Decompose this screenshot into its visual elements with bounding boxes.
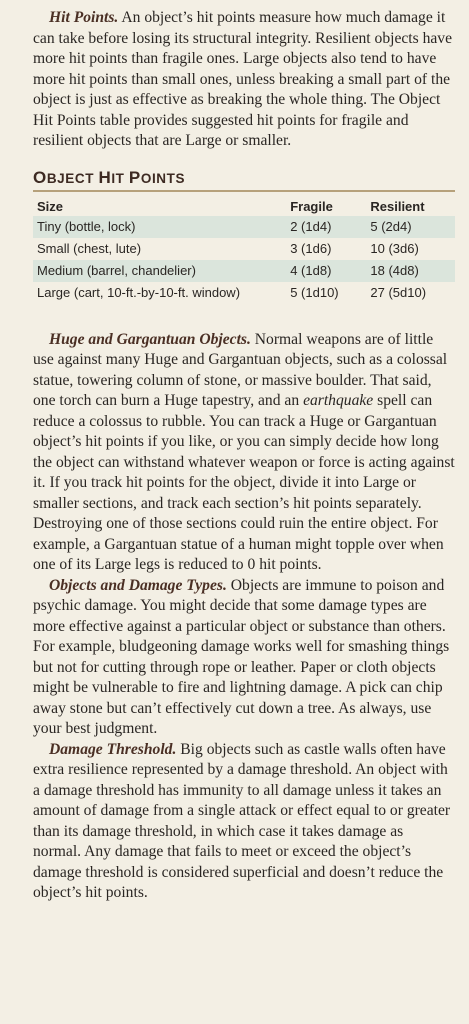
huge-objects-body-2: spell can reduce a colossus to rubble. You can track a Huge or Gargantuan object’s hit points if you like, or you can simply decide how long the object can withstand whatever weapon or force is acting against it. If you track hit points for the object, divide it into Large or smaller sections, and track each section’s hit points separately. Destroying one of those sections could ruin the entire object. For example, a Gargantuan statue of a human might topple over when one of its Large legs is reduced to 0 hit points. — [33, 392, 455, 573]
cell-size: Small (chest, lute) — [33, 238, 286, 260]
cell-size: Medium (barrel, chandelier) — [33, 260, 286, 282]
table-row — [33, 282, 455, 304]
table-title-rest-1: BJECT — [46, 170, 99, 186]
cell-fragile: 3 (1d6) — [286, 238, 366, 260]
cell-resilient: 5 (2d4) — [366, 216, 455, 238]
table-header-row — [33, 196, 455, 216]
table-title-rest-3: OINTS — [140, 170, 186, 186]
cell-fragile: 2 (1d4) — [286, 216, 366, 238]
hit-points-lead: Hit Points. — [49, 9, 119, 26]
header-fragile: Fragile — [290, 198, 333, 214]
table-row — [33, 216, 455, 238]
cell-fragile: 5 (1d10) — [286, 282, 366, 304]
damage-threshold-paragraph — [33, 740, 455, 904]
table-title-initial-2: H — [98, 167, 112, 187]
table-row — [33, 238, 455, 260]
header-size: Size — [37, 198, 64, 214]
hit-points-paragraph — [33, 8, 455, 152]
cell-resilient: 18 (4d8) — [366, 260, 455, 282]
table-title-initial-3: P — [128, 167, 141, 187]
spell-name: earthquake — [303, 392, 374, 409]
header-resilient: Resilient — [370, 198, 425, 214]
damage-types-lead: Objects and Damage Types. — [49, 576, 227, 594]
damage-threshold-lead: Damage Threshold. — [49, 740, 177, 758]
cell-fragile: 4 (1d8) — [286, 260, 366, 282]
cell-size: Large (cart, 10-ft.-by-10-ft. window) — [33, 282, 286, 304]
table-title — [33, 168, 455, 192]
damage-types-body: Objects are immune to poison and psychic damage. You might decide that some damage types are more effective against a particular object or substance than others. For example, bludgeoning damage works well for smashing things but not for cutting through rope or leather. Paper or cloth objects might be vulnerable to fire and lightning damage. A pick can chip away stone but can’t effectively cut down a tree. As always, use your best judgment. — [33, 576, 450, 737]
cell-size: Tiny (bottle, lock) — [33, 216, 286, 238]
table-title-rest-2: IT — [111, 170, 129, 186]
huge-objects-paragraph — [33, 330, 455, 576]
object-hit-points-table — [33, 196, 455, 304]
hit-points-body: An object’s hit points measure how much damage it can take before losing its structural integrity. Resilient objects have more hit points than fragile ones. Large objects also tend to have more hit points than small ones, unless breaking a small part of the object is just as effective as breaking the whole thing. The Object Hit Points table provides suggested hit points for fragile and resilient objects that are Large or smaller. — [33, 9, 453, 149]
table-title-initial-1: O — [33, 167, 47, 187]
damage-threshold-body: Big objects such as castle walls often have extra resilience represented by a damage threshold. An object with a damage threshold has immunity to all damage unless it takes an amount of damage from a single attack or effect equal to or greater than its damage threshold, in which case it takes damage as normal. Any damage that fails to meet or exceed the object’s damage threshold is considered superficial and doesn’t reduce the object’s hit points. — [33, 740, 451, 901]
damage-types-paragraph — [33, 576, 455, 740]
huge-objects-lead: Huge and Gargantuan Objects. — [49, 330, 251, 348]
cell-resilient: 27 (5d10) — [366, 282, 455, 304]
table-row — [33, 260, 455, 282]
cell-resilient: 10 (3d6) — [366, 238, 455, 260]
huge-objects-body-1: Normal weapons are of little use against many Huge and Gargantuan objects, such as a colossal statue, towering column of stone, or massive boulder. That said, one torch can burn a Huge tapestry, and an — [33, 330, 448, 409]
